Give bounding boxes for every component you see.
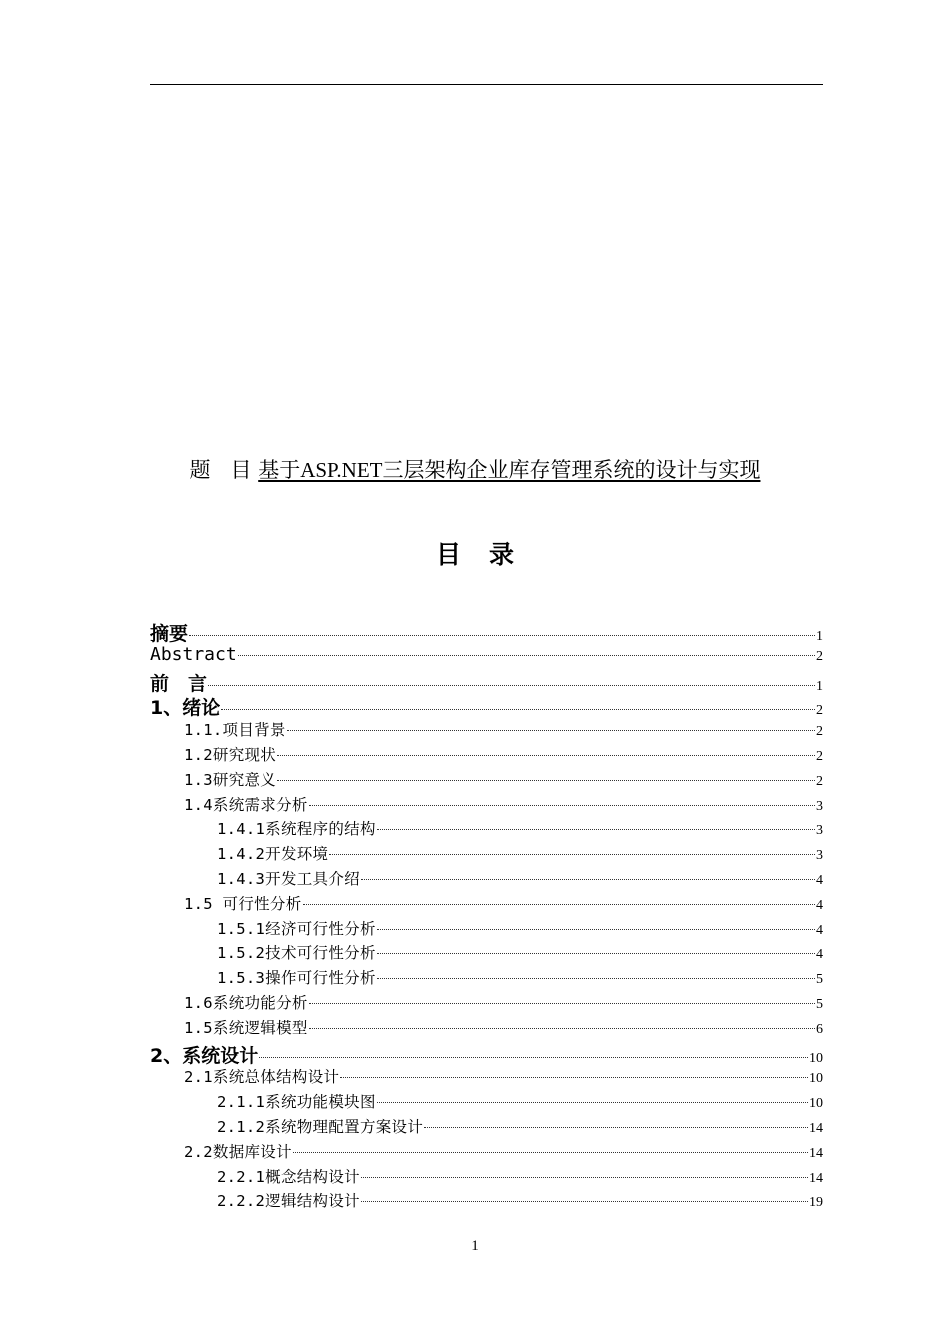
toc-entry[interactable] xyxy=(150,1165,823,1190)
toc-entry-page: 10 xyxy=(809,1071,823,1087)
document-title-line xyxy=(0,456,950,484)
toc-entry-title: 2.2数据库设计 xyxy=(184,1142,292,1161)
toc-entry[interactable] xyxy=(150,917,823,942)
toc-entry[interactable] xyxy=(150,1041,823,1066)
toc-entry-page: 4 xyxy=(816,947,823,963)
toc-entry[interactable] xyxy=(150,892,823,917)
toc-entry-title: 1.4系统需求分析 xyxy=(184,795,308,814)
toc-entry-title: 摘要 xyxy=(150,623,189,645)
toc-entry-title: 1.4.3开发工具介绍 xyxy=(217,869,360,888)
toc-entry[interactable] xyxy=(150,619,823,644)
toc-entry-page: 1 xyxy=(816,629,823,644)
toc-entry-page: 4 xyxy=(816,897,823,913)
toc-entry-page: 2 xyxy=(816,748,823,764)
toc-entry-page: 3 xyxy=(816,823,823,839)
toc-entry-page: 6 xyxy=(816,1021,823,1037)
toc-leader-dots xyxy=(361,1201,808,1202)
toc-leader-dots xyxy=(377,829,815,830)
toc-leader-dots xyxy=(259,1057,808,1058)
toc-entry[interactable] xyxy=(150,1016,823,1041)
title-label-char-2: 目 xyxy=(230,458,252,482)
toc-entry[interactable] xyxy=(150,669,823,694)
toc-entry[interactable] xyxy=(150,991,823,1016)
toc-entry-title: 前 言 xyxy=(150,672,208,695)
toc-leader-dots xyxy=(377,953,815,954)
toc-entry[interactable] xyxy=(150,718,823,743)
toc-entry-title: 1、绪论 xyxy=(150,697,221,720)
toc-entry[interactable] xyxy=(150,793,823,818)
toc-entry-title: 2.2.2逻辑结构设计 xyxy=(217,1192,360,1211)
toc-entry[interactable] xyxy=(150,867,823,892)
toc-entry-title: 1.2研究现状 xyxy=(184,745,277,764)
toc-leader-dots xyxy=(309,1028,815,1029)
toc-entry[interactable] xyxy=(150,817,823,842)
toc-entry-page: 19 xyxy=(809,1195,823,1211)
toc-entry[interactable] xyxy=(150,644,823,669)
toc-entry-page: 4 xyxy=(816,872,823,888)
toc-leader-dots xyxy=(377,929,815,930)
title-label xyxy=(190,458,252,482)
toc-entry-title: 2.1系统总体结构设计 xyxy=(184,1068,340,1087)
toc-entry[interactable] xyxy=(150,693,823,718)
toc-entry-page: 2 xyxy=(816,648,823,664)
toc-leader-dots xyxy=(277,755,815,756)
toc-leader-dots xyxy=(303,904,815,905)
toc-entry-page: 4 xyxy=(816,922,823,938)
toc-entry[interactable] xyxy=(150,768,823,793)
toc-entry-page: 14 xyxy=(809,1120,823,1136)
toc-entry[interactable] xyxy=(150,842,823,867)
toc-entry-title: 1.1.项目背景 xyxy=(184,721,286,740)
toc-leader-dots xyxy=(309,1003,815,1004)
toc-entry-title: 2.2.1概念结构设计 xyxy=(217,1167,360,1186)
toc-entry-title: 1.5.1经济可行性分析 xyxy=(217,919,376,938)
toc-leader-dots xyxy=(329,854,815,855)
document-title: 基于ASP.NET三层架构企业库存管理系统的设计与实现 xyxy=(258,458,761,482)
toc-entry-title: 1.5 可行性分析 xyxy=(184,894,302,913)
toc-entry-title: 1.4.1系统程序的结构 xyxy=(217,820,376,839)
toc-entry-title: 2.1.1系统功能模块图 xyxy=(217,1093,376,1112)
toc-leader-dots xyxy=(287,730,815,731)
toc-leader-dots xyxy=(221,709,815,710)
toc-entry-title: 1.5系统逻辑模型 xyxy=(184,1018,308,1037)
toc-entry[interactable] xyxy=(150,941,823,966)
toc-entry-title: 2、系统设计 xyxy=(150,1044,259,1067)
toc-heading xyxy=(0,538,950,572)
toc-entry-title: 1.5.2技术可行性分析 xyxy=(217,944,376,963)
toc-heading-char-2: 录 xyxy=(489,540,515,569)
toc-entry-title: 2.1.2系统物理配置方案设计 xyxy=(217,1117,424,1136)
toc-leader-dots xyxy=(238,655,815,656)
toc-entry[interactable] xyxy=(150,1115,823,1140)
toc-leader-dots xyxy=(309,805,815,806)
page-number: 1 xyxy=(471,1238,479,1254)
toc-leader-dots xyxy=(424,1127,808,1128)
toc-leader-dots xyxy=(340,1077,808,1078)
title-label-char-1: 题 xyxy=(189,458,211,482)
toc-entry-page: 14 xyxy=(809,1170,823,1186)
toc-entry[interactable] xyxy=(150,1090,823,1115)
toc-entry-page: 5 xyxy=(816,996,823,1012)
toc-leader-dots xyxy=(361,1177,808,1178)
toc-leader-dots xyxy=(189,635,815,636)
table-of-contents xyxy=(150,619,823,1214)
toc-entry-title: 1.3研究意义 xyxy=(184,770,277,789)
toc-heading-char-1: 目 xyxy=(435,540,461,569)
toc-entry-page: 14 xyxy=(809,1145,823,1161)
toc-entry-title: 1.4.2开发环境 xyxy=(217,845,329,864)
toc-entry[interactable] xyxy=(150,966,823,991)
toc-entry-title: 1.6系统功能分析 xyxy=(184,993,308,1012)
header-rule xyxy=(150,84,823,85)
toc-leader-dots xyxy=(377,1102,808,1103)
toc-entry[interactable] xyxy=(150,1065,823,1090)
toc-leader-dots xyxy=(277,780,815,781)
toc-entry-page: 10 xyxy=(809,1096,823,1112)
toc-entry-page: 3 xyxy=(816,798,823,814)
toc-leader-dots xyxy=(293,1152,808,1153)
toc-entry[interactable] xyxy=(150,1140,823,1165)
toc-entry[interactable] xyxy=(150,743,823,768)
toc-leader-dots xyxy=(208,685,815,686)
toc-entry-page: 2 xyxy=(816,724,823,740)
toc-leader-dots xyxy=(361,879,815,880)
toc-entry-title: 1.5.3操作可行性分析 xyxy=(217,969,376,988)
toc-entry-page: 5 xyxy=(816,972,823,988)
toc-entry-page: 2 xyxy=(816,703,823,719)
toc-entry-page: 3 xyxy=(816,848,823,864)
toc-entry-page: 2 xyxy=(816,773,823,789)
toc-leader-dots xyxy=(377,978,815,979)
toc-entry[interactable] xyxy=(150,1189,823,1214)
toc-entry-page: 10 xyxy=(809,1050,823,1066)
toc-entry-page: 1 xyxy=(816,678,823,694)
toc-entry-title: Abstract xyxy=(150,643,237,665)
